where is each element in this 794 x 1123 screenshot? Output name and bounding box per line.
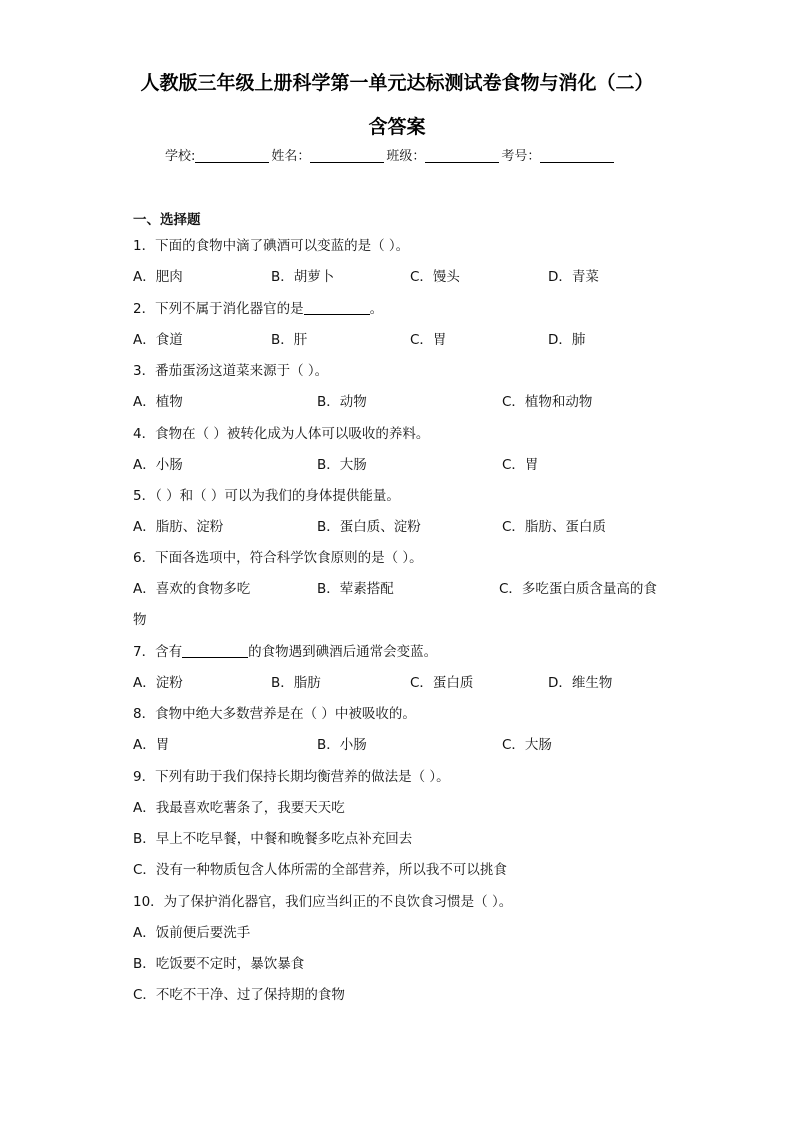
option: C．胃 <box>502 457 539 473</box>
question-stem: 4．食物在（ ）被转化成为人体可以吸收的养料。 <box>133 426 430 442</box>
option: B．动物 <box>317 394 367 410</box>
question-stem: 8．食物中绝大多数营养是在（ ）中被吸收的。 <box>133 706 416 722</box>
option: C．馒头 <box>410 269 460 285</box>
option: B．荤素搭配 <box>317 581 394 597</box>
option: B．肝 <box>271 332 308 348</box>
question-stem: 2．下列不属于消化器官的是 。 <box>133 301 384 317</box>
page-title: 人教版三年级上册科学第一单元达标测试卷食物与消化（二） <box>140 72 654 94</box>
question-stem: 9．下列有助于我们保持长期均衡营养的做法是（ ）。 <box>133 769 450 785</box>
option: C．植物和动物 <box>502 394 593 410</box>
question-stem: 6．下面各选项中，符合科学饮食原则的是（ ）。 <box>133 550 423 566</box>
option: B．脂肪 <box>271 675 321 691</box>
option: B．蛋白质、淀粉 <box>317 519 421 535</box>
name-label: 姓名： <box>271 149 311 164</box>
option: C．脂肪、蛋白质 <box>502 519 606 535</box>
question-stem: 10．为了保护消化器官，我们应当纠正的不良饮食习惯是（ ）。 <box>133 894 513 910</box>
option: B．大肠 <box>317 457 367 473</box>
option: B．早上不吃早餐，中餐和晚餐多吃点补充回去 <box>133 831 413 847</box>
option: A．食道 <box>133 332 183 348</box>
class-field[interactable] <box>425 149 499 163</box>
option: D．肺 <box>548 332 586 348</box>
option: C．蛋白质 <box>410 675 474 691</box>
answer-blank <box>182 645 248 658</box>
option: C．没有一种物质包含人体所需的全部营养，所以我不可以挑食 <box>133 862 507 878</box>
question-stem: 1．下面的食物中滴了碘酒可以变蓝的是（ ）。 <box>133 238 410 254</box>
option: C．胃 <box>410 332 447 348</box>
option: C．不吃不干净、过了保持期的食物 <box>133 987 345 1003</box>
class-label: 班级： <box>386 149 426 164</box>
option: B．吃饭要不定时，暴饮暴食 <box>133 956 305 972</box>
option: A．胃 <box>133 737 170 753</box>
option: A．淀粉 <box>133 675 183 691</box>
option: D．青菜 <box>548 269 599 285</box>
option-wrap: 物 <box>133 612 147 628</box>
option: A．小肠 <box>133 457 183 473</box>
school-field[interactable] <box>195 149 269 163</box>
student-info-row <box>165 145 616 164</box>
page-title-line2: 含答案 <box>368 116 426 138</box>
question-stem: 7．含有 的食物遇到碘酒后通常会变蓝。 <box>133 644 438 660</box>
section-heading: 一、选择题 <box>133 212 201 228</box>
option: D．维生物 <box>548 675 613 691</box>
option: A．脂肪、淀粉 <box>133 519 224 535</box>
option: B．胡萝卜 <box>271 269 335 285</box>
option: B．小肠 <box>317 737 367 753</box>
exam-no-label: 考号： <box>501 149 541 164</box>
option: A．肥肉 <box>133 269 183 285</box>
answer-blank <box>304 302 370 315</box>
name-field[interactable] <box>310 149 384 163</box>
option: C．大肠 <box>502 737 552 753</box>
option: A．喜欢的食物多吃 <box>133 581 251 597</box>
exam-no-field[interactable] <box>540 149 614 163</box>
option: C．多吃蛋白质含量高的食 <box>499 581 657 597</box>
question-stem: 5．（ ）和（ ）可以为我们的身体提供能量。 <box>133 488 400 504</box>
option: A．我最喜欢吃薯条了，我要天天吃 <box>133 800 345 816</box>
option: A．饭前便后要洗手 <box>133 925 251 941</box>
option: A．植物 <box>133 394 183 410</box>
school-label: 学校: <box>165 149 196 164</box>
question-stem: 3．番茄蛋汤这道菜来源于（ ）。 <box>133 363 329 379</box>
